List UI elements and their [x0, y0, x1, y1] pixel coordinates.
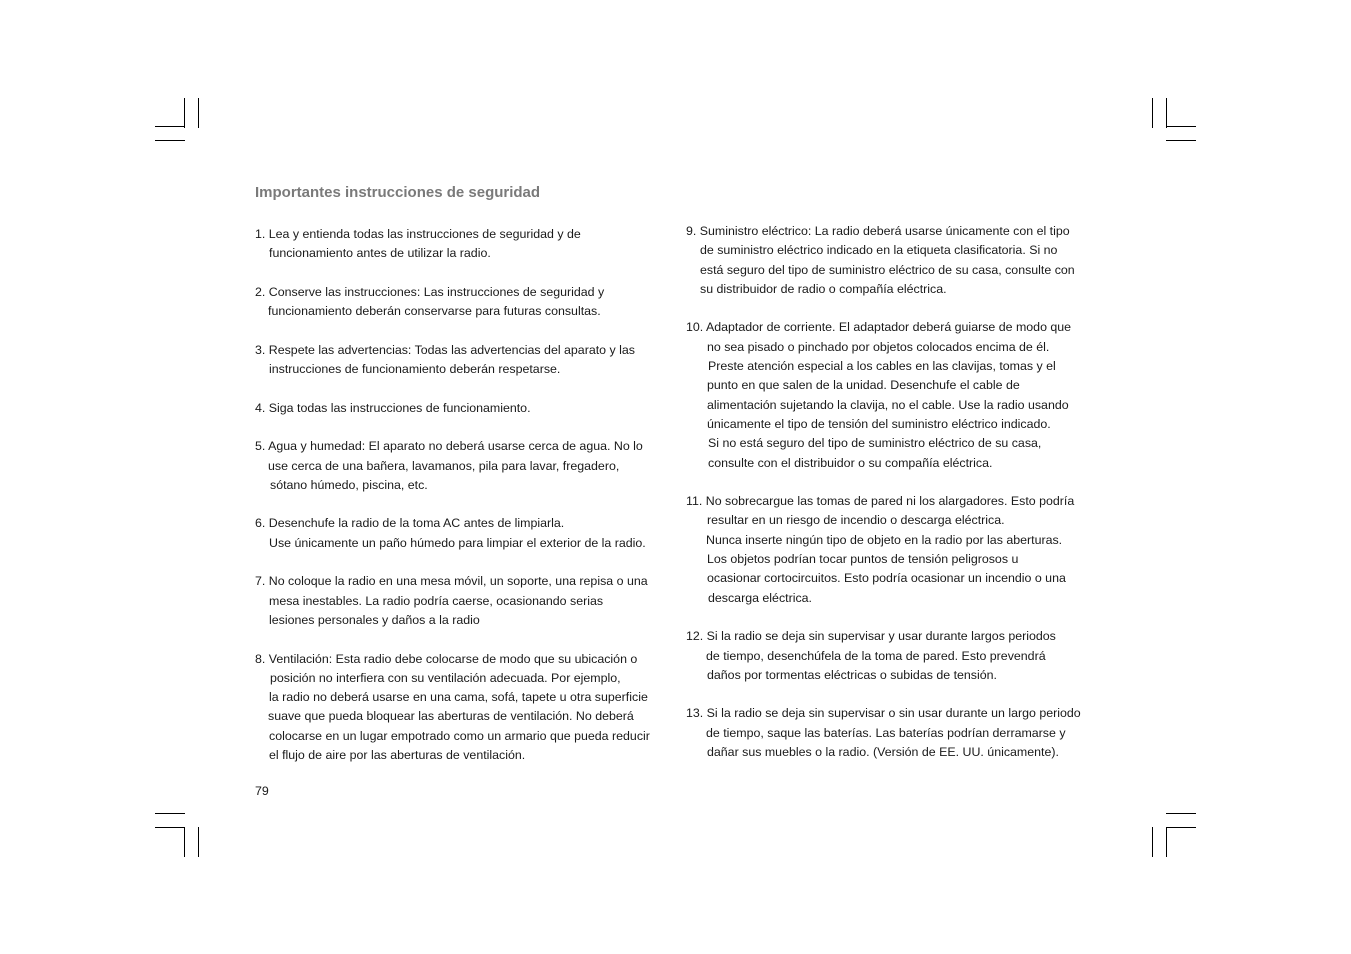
instruction-item-10	[686, 318, 1106, 472]
crop-mark-top-left	[198, 98, 199, 128]
item-line: daños por tormentas eléctricas o subidas de tensión.	[707, 667, 997, 682]
instruction-item-3	[255, 341, 675, 380]
item-line: dañar sus muebles o la radio. (Versión de EE. UU. únicamente).	[707, 745, 1059, 760]
instruction-item-9	[686, 222, 1106, 299]
item-line: colocarse en un lugar empotrado como un armario que pueda reducir	[269, 728, 650, 743]
crop-mark-top-left	[155, 126, 185, 127]
instruction-item-1	[255, 225, 675, 264]
item-line: sótano húmedo, piscina, etc.	[270, 477, 428, 492]
item-line: 11. No sobrecargue las tomas de pared ni los alargadores. Esto podría	[686, 494, 1075, 509]
page-number: 79	[255, 784, 269, 798]
crop-mark-bottom-right	[1166, 813, 1196, 814]
crop-mark-bottom-left	[155, 813, 185, 814]
instruction-item-6	[255, 514, 675, 553]
item-line: punto en que salen de la unidad. Desenchufe el cable de	[707, 378, 1020, 393]
crop-mark-top-right	[1166, 140, 1196, 141]
crop-mark-bottom-left	[198, 827, 199, 857]
crop-mark-bottom-left	[184, 827, 185, 857]
instruction-item-4	[255, 399, 675, 418]
item-line: posición no interfiera con su ventilación adecuada. Por ejemplo,	[270, 670, 621, 685]
item-line: resultar en un riesgo de incendio o descarga eléctrica.	[707, 513, 1005, 528]
left-column	[255, 225, 675, 785]
item-line: el flujo de aire por las aberturas de ventilación.	[269, 748, 526, 763]
item-line: consulte con el distribuidor o su compañía eléctrica.	[708, 455, 993, 470]
item-line: alimentación sujetando la clavija, no el cable. Use la radio usando	[707, 397, 1069, 412]
item-line: 1. Lea y entienda todas las instrucciones de seguridad y de	[255, 227, 581, 241]
item-line: use cerca de una bañera, lavamanos, pila para lavar, fregadero,	[268, 458, 620, 473]
item-line: 2. Conserve las instrucciones: Las instrucciones de seguridad y	[255, 284, 605, 299]
item-line: 6. Desenchufe la radio de la toma AC antes de limpiarla.	[255, 516, 565, 531]
item-line: 9. Suministro eléctrico: La radio deberá usarse únicamente con el tipo	[686, 224, 1070, 238]
crop-mark-top-right	[1152, 98, 1153, 128]
item-line: Preste atención especial a los cables en las clavijas, tomas y el	[708, 359, 1056, 374]
item-line: 3. Respete las advertencias: Todas las advertencias del aparato y las	[255, 342, 635, 357]
item-line: Nunca inserte ningún tipo de objeto en la radio por las aberturas.	[706, 532, 1063, 547]
item-line: 12. Si la radio se deja sin supervisar y usar durante largos periodos	[686, 629, 1056, 644]
crop-mark-bottom-right	[1166, 827, 1167, 857]
item-line: 10. Adaptador de corriente. El adaptador deberá guiarse de modo que	[686, 320, 1072, 335]
crop-mark-top-right	[1166, 98, 1167, 128]
item-line: Si no está seguro del tipo de suministro eléctrico de su casa,	[708, 436, 1042, 451]
item-line: únicamente el tipo de tensión del suministro eléctrico indicado.	[707, 416, 1051, 431]
item-line: Los objetos podrían tocar puntos de tensión peligrosos u	[707, 552, 1019, 567]
item-line: lesiones personales y daños a la radio	[269, 612, 480, 627]
item-line: está seguro del tipo de suministro eléctrico de su casa, consulte con	[700, 262, 1075, 277]
crop-mark-top-left	[184, 98, 185, 128]
crop-mark-bottom-right	[1152, 827, 1153, 857]
crop-mark-bottom-left	[155, 827, 185, 828]
instruction-item-11	[686, 492, 1106, 608]
item-line: mesa inestables. La radio podría caerse, ocasionando serias	[269, 593, 604, 608]
item-line: la radio no deberá usarse en una cama, sofá, tapete u otra superficie	[269, 690, 648, 705]
item-line: su distribuidor de radio o compañía eléctrica.	[700, 281, 947, 296]
item-line: 8. Ventilación: Esta radio debe colocarse de modo que su ubicación o	[255, 651, 638, 666]
item-line: descarga eléctrica.	[708, 590, 812, 605]
crop-mark-top-right	[1166, 126, 1196, 127]
item-line: instrucciones de funcionamiento deberán respetarse.	[269, 362, 561, 377]
instruction-item-2	[255, 283, 675, 322]
item-line: 4. Siga todas las instrucciones de funcionamiento.	[255, 400, 531, 415]
item-line: 7. No coloque la radio en una mesa móvil, un soporte, una repisa o una	[255, 574, 648, 589]
item-line: Use únicamente un paño húmedo para limpiar el exterior de la radio.	[269, 535, 646, 550]
right-column	[686, 222, 1106, 782]
item-line: no sea pisado o pinchado por objetos colocados encima de él.	[707, 339, 1050, 354]
instruction-item-13	[686, 704, 1106, 762]
item-line: funcionamiento deberán conservarse para futuras consultas.	[268, 304, 601, 319]
item-line: de suministro eléctrico indicado en la etiqueta clasificatoria. Si no	[700, 243, 1058, 258]
instruction-item-8	[255, 650, 675, 766]
item-line: de tiempo, desenchúfela de la toma de pared. Esto prevendrá	[706, 648, 1046, 663]
page-title: Importantes instrucciones de seguridad	[255, 184, 541, 201]
instruction-item-5	[255, 437, 675, 495]
item-line: de tiempo, saque las baterías. Las baterías podrían derramarse y	[706, 725, 1066, 740]
item-line: ocasionar cortocircuitos. Esto podría ocasionar un incendio o una	[707, 571, 1066, 586]
item-line: 13. Si la radio se deja sin supervisar o sin usar durante un largo periodo	[686, 706, 1081, 721]
item-line: funcionamiento antes de utilizar la radio.	[269, 246, 491, 261]
instruction-item-7	[255, 572, 675, 630]
item-line: suave que pueda bloquear las aberturas de ventilación. No deberá	[268, 709, 634, 724]
instruction-item-12	[686, 627, 1106, 685]
crop-mark-bottom-right	[1166, 827, 1196, 828]
crop-mark-top-left	[155, 140, 185, 141]
item-line: 5. Agua y humedad: El aparato no deberá usarse cerca de agua. No lo	[255, 439, 643, 454]
